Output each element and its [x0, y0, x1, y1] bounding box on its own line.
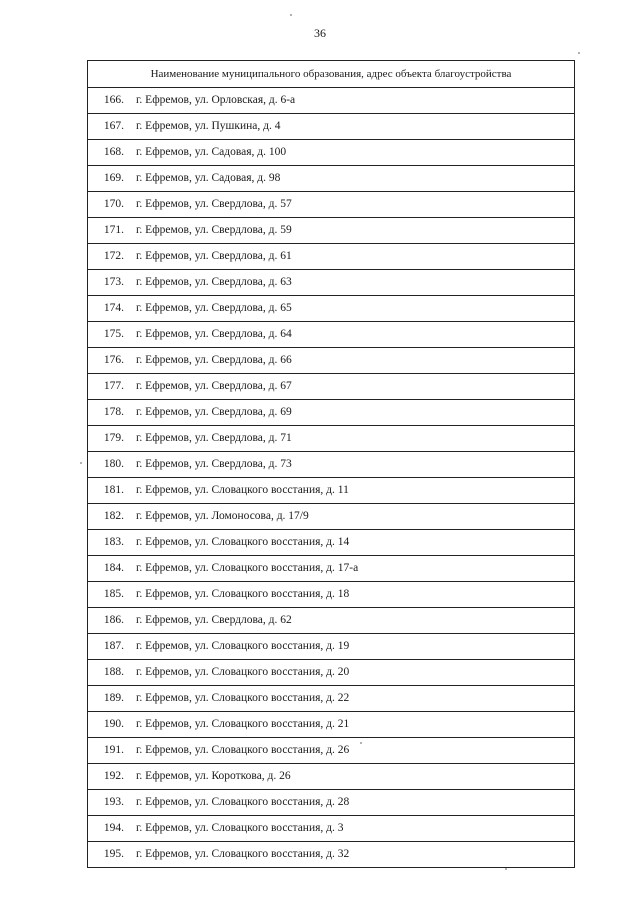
table-row: [88, 738, 574, 764]
table-row: [88, 686, 574, 712]
table-row: [88, 114, 574, 140]
table-row: [88, 556, 574, 582]
table-row: [88, 608, 574, 634]
row-address: г. Ефремов, ул. Свердлова, д. 66: [136, 354, 292, 366]
table-row: [88, 452, 574, 478]
row-address: г. Ефремов, ул. Свердлова, д. 61: [136, 250, 292, 262]
row-number: 167.: [103, 120, 124, 132]
table-row: [88, 764, 574, 790]
scan-speck: [290, 14, 292, 16]
table-row: [88, 348, 574, 374]
row-number: 173.: [103, 276, 124, 288]
table-row: [88, 374, 574, 400]
table-row: [88, 244, 574, 270]
row-address: г. Ефремов, ул. Словацкого восстания, д. 26: [136, 744, 350, 756]
table-row: [88, 140, 574, 166]
row-address: г. Ефремов, ул. Свердлова, д. 57: [136, 198, 292, 210]
row-address: г. Ефремов, ул. Свердлова, д. 73: [136, 458, 292, 470]
row-number: 171.: [103, 224, 124, 236]
row-number: 183.: [103, 536, 124, 548]
table-body: [88, 88, 574, 867]
scan-speck: [80, 462, 82, 464]
row-address: г. Ефремов, ул. Словацкого восстания, д. 32: [136, 848, 350, 860]
table-row: [88, 478, 574, 504]
table-row: [88, 218, 574, 244]
row-address: г. Ефремов, ул. Свердлова, д. 69: [136, 406, 292, 418]
row-number: 193.: [103, 796, 124, 808]
row-address: г. Ефремов, ул. Свердлова, д. 67: [136, 380, 292, 392]
row-number: 191.: [103, 744, 124, 756]
row-address: г. Ефремов, ул. Садовая, д. 100: [136, 146, 287, 158]
row-address: г. Ефремов, ул. Короткова, д. 26: [136, 770, 291, 782]
table-row: [88, 322, 574, 348]
table-row: [88, 582, 574, 608]
row-address: г. Ефремов, ул. Садовая, д. 98: [136, 172, 281, 184]
row-number: 172.: [103, 250, 124, 262]
row-number: 184.: [103, 562, 124, 574]
row-address: г. Ефремов, ул. Словацкого восстания, д. 18: [136, 588, 350, 600]
row-address: г. Ефремов, ул. Словацкого восстания, д. 14: [136, 536, 350, 548]
row-number: 168.: [103, 146, 124, 158]
row-address: г. Ефремов, ул. Пушкина, д. 4: [136, 120, 281, 132]
row-number: 178.: [103, 406, 124, 418]
table-row: [88, 504, 574, 530]
row-address: г. Ефремов, ул. Словацкого восстания, д. 21: [136, 718, 350, 730]
row-number: 179.: [103, 432, 124, 444]
row-number: 182.: [103, 510, 124, 522]
row-number: 176.: [103, 354, 124, 366]
row-number: 185.: [103, 588, 124, 600]
table-row: [88, 426, 574, 452]
table-row: [88, 270, 574, 296]
row-number: 175.: [103, 328, 124, 340]
scan-speck: [578, 52, 580, 54]
table-row: [88, 296, 574, 322]
row-number: 194.: [103, 822, 124, 834]
row-address: г. Ефремов, ул. Свердлова, д. 63: [136, 276, 292, 288]
row-number: 190.: [103, 718, 124, 730]
row-address: г. Ефремов, ул. Словацкого восстания, д. 3: [136, 822, 344, 834]
row-address: г. Ефремов, ул. Свердлова, д. 62: [136, 614, 292, 626]
table-row: [88, 166, 574, 192]
row-address: г. Ефремов, ул. Словацкого восстания, д. 28: [136, 796, 350, 808]
row-address: г. Ефремов, ул. Словацкого восстания, д. 17-а: [136, 562, 359, 574]
table-row: [88, 842, 574, 867]
row-address: г. Ефремов, ул. Свердлова, д. 71: [136, 432, 292, 444]
table-row: [88, 660, 574, 686]
scan-speck: [360, 742, 362, 744]
row-number: 169.: [103, 172, 124, 184]
table-row: [88, 400, 574, 426]
table-row: [88, 790, 574, 816]
row-address: г. Ефремов, ул. Свердлова, д. 65: [136, 302, 292, 314]
scan-speck: [505, 868, 507, 870]
row-number: 166.: [103, 94, 124, 106]
row-address: г. Ефремов, ул. Орловская, д. 6-а: [136, 94, 296, 106]
row-number: 180.: [103, 458, 124, 470]
table-header: Наименование муниципального образования, адрес объекта благоустройства: [88, 61, 574, 88]
table-row: [88, 816, 574, 842]
row-number: 192.: [103, 770, 124, 782]
page-number: 36: [314, 26, 326, 40]
row-address: г. Ефремов, ул. Словацкого восстания, д. 22: [136, 692, 350, 704]
row-number: 195.: [103, 848, 124, 860]
row-address: г. Ефремов, ул. Словацкого восстания, д. 11: [136, 484, 349, 496]
row-number: 174.: [103, 302, 124, 314]
row-number: 187.: [103, 640, 124, 652]
table-row: [88, 530, 574, 556]
table-row: [88, 634, 574, 660]
row-number: 186.: [103, 614, 124, 626]
row-number: 181.: [103, 484, 124, 496]
row-address: г. Ефремов, ул. Словацкого восстания, д. 19: [136, 640, 350, 652]
row-address: г. Ефремов, ул. Свердлова, д. 64: [136, 328, 292, 340]
row-number: 170.: [103, 198, 124, 210]
row-address: г. Ефремов, ул. Свердлова, д. 59: [136, 224, 292, 236]
row-address: г. Ефремов, ул. Словацкого восстания, д. 20: [136, 666, 350, 678]
table-row: [88, 192, 574, 218]
address-table: [87, 60, 575, 868]
table-row: [88, 88, 574, 114]
row-address: г. Ефремов, ул. Ломоносова, д. 17/9: [136, 510, 309, 522]
row-number: 177.: [103, 380, 124, 392]
table-row: [88, 712, 574, 738]
row-number: 188.: [103, 666, 124, 678]
row-number: 189.: [103, 692, 124, 704]
